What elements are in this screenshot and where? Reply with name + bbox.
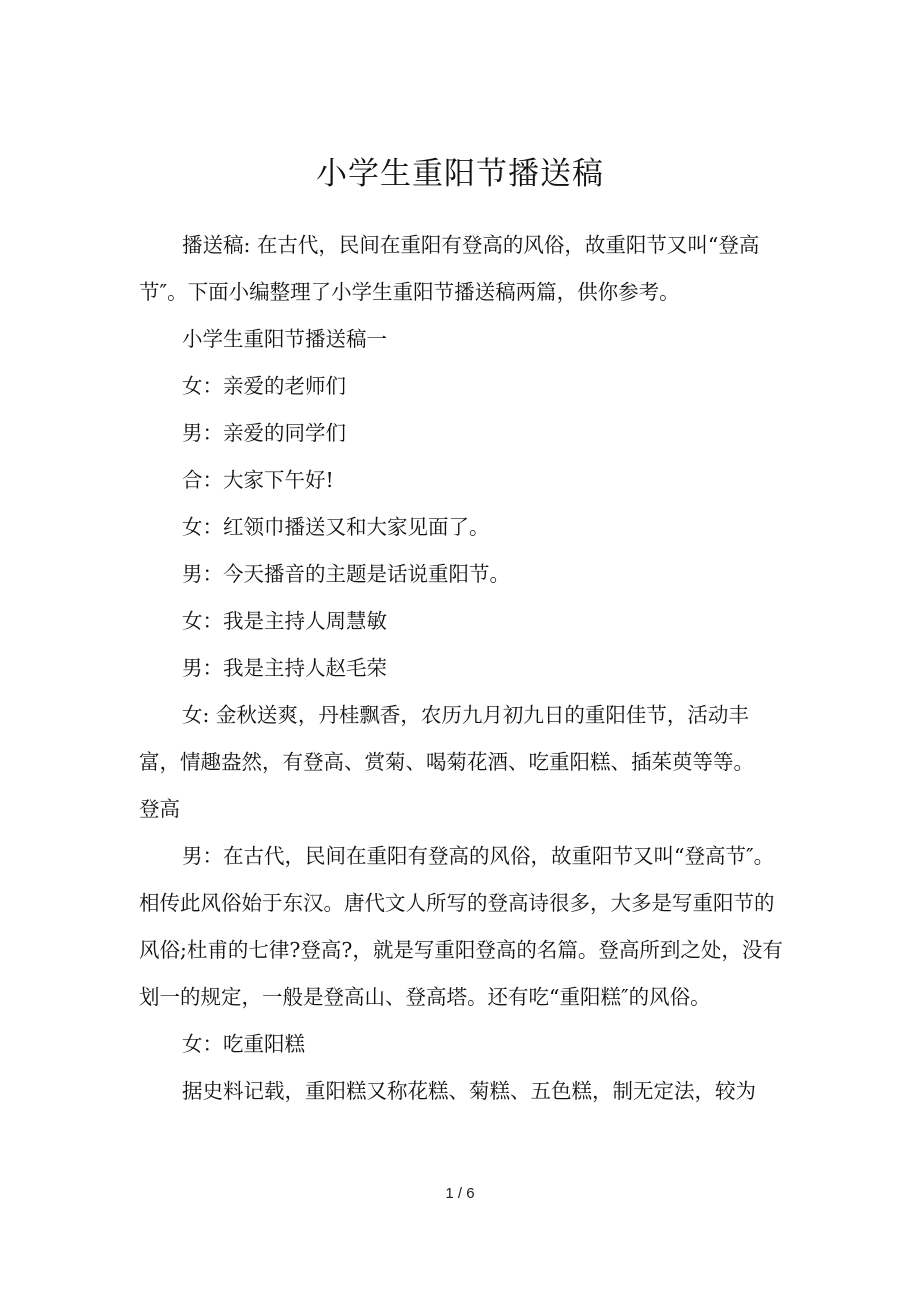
dialogue-line: 男：今天播音的主题是话说重阳节。 <box>182 562 510 586</box>
dialogue-line: 女：吃重阳糕 <box>182 1032 305 1056</box>
body-paragraph: 据史料记载，重阳糕又称花糕、菊糕、五色糕，制无定法，较为 <box>182 1079 756 1103</box>
dialogue-line: 男：我是主持人赵毛荣 <box>182 656 387 680</box>
dialogue-line: 男：亲爱的同学们 <box>182 421 346 445</box>
section-heading: 小学生重阳节播送稿一 <box>182 327 387 351</box>
subheading-denggao: 登高 <box>139 797 180 821</box>
dialogue-line: 女：我是主持人周慧敏 <box>182 609 387 633</box>
dialogue-line: 合：大家下午好! <box>182 468 334 492</box>
dialogue-paragraph: 男：在古代，民间在重阳有登高的风俗，故重阳节又叫“登高节″。相传此风俗始于东汉。唐代文人所写的登高诗很多，大多是写重阳节的风俗;杜甫的七律?登高?，就是写重阳登高的名篇。登高所到之处，没有划一的规定，一般是登高山、登高塔。还有吃“重阳糕″的风俗。 <box>139 844 783 1009</box>
page-number: 1 / 6 <box>445 1185 475 1202</box>
paragraph-intro: 播送稿: 在古代，民间在重阳有登高的风俗，故重阳节又叫“登高节″。下面小编整理了小学生重阳节播送稿两篇，供你参考。 <box>139 233 760 304</box>
dialogue-paragraph: 女: 金秋送爽，丹桂飘香，农历九月初九日的重阳佳节，活动丰富，情趣盎然，有登高、赏菊、喝菊花酒、吃重阳糕、插茱萸等等。 <box>139 703 754 774</box>
dialogue-line: 女：亲爱的老师们 <box>182 374 346 398</box>
page-title: 小学生重阳节播送稿 <box>316 156 604 192</box>
dialogue-line: 女：红领巾播送又和大家见面了。 <box>182 515 490 539</box>
document-body <box>139 222 789 1115</box>
